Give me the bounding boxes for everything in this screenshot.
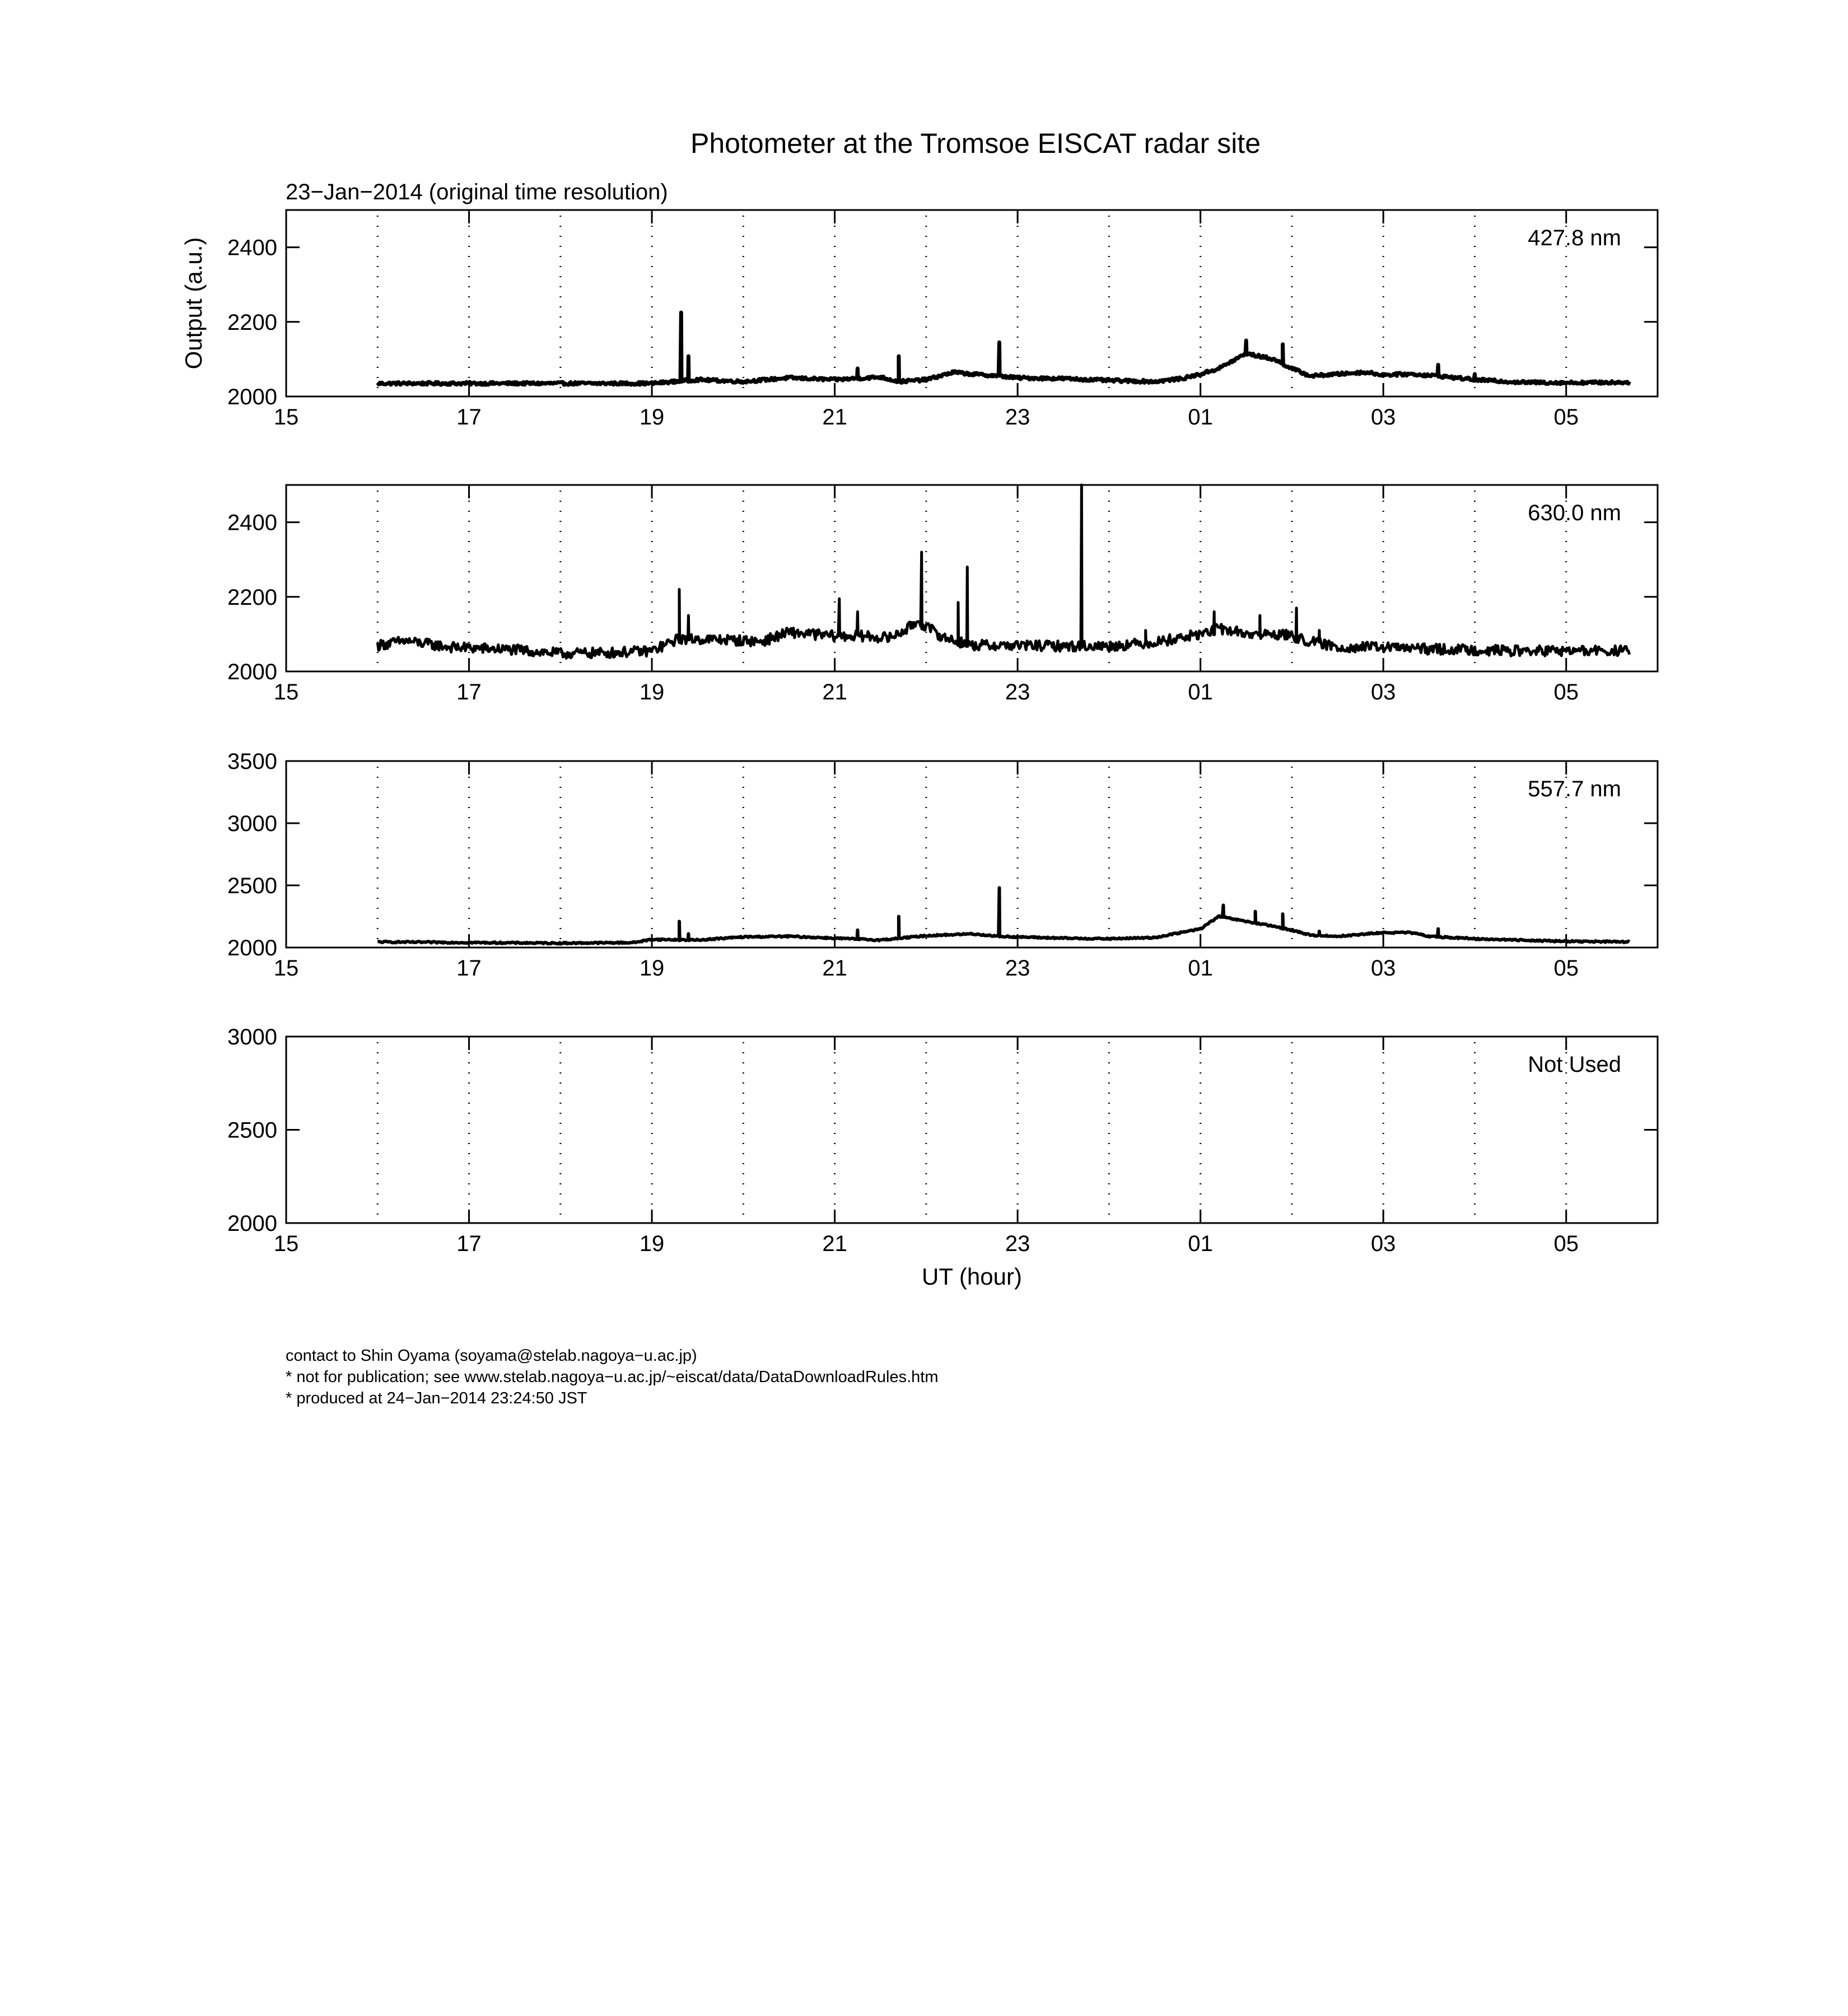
x-tick-label: 01	[1188, 680, 1213, 704]
x-tick-label: 23	[1005, 956, 1030, 981]
x-tick-label: 23	[1005, 680, 1030, 704]
x-tick-label: 15	[273, 405, 299, 430]
y-tick-label: 2000	[227, 385, 277, 409]
x-tick-label: 17	[456, 405, 482, 430]
footer-line-1: contact to Shin Oyama (soyama@stelab.nagoya−u.ac.jp)	[286, 1347, 697, 1365]
x-tick-label: 17	[456, 956, 482, 981]
x-tick-label: 19	[639, 1231, 665, 1256]
footer-line-2: * not for publication; see www.stelab.nagoya−u.ac.jp/~eiscat/data/DataDownloadRules.htm	[286, 1368, 939, 1386]
x-tick-label: 15	[273, 956, 299, 981]
legend-label: Not Used	[1528, 1052, 1621, 1077]
y-tick-label: 2400	[227, 235, 277, 260]
x-tick-label: 05	[1553, 405, 1579, 430]
x-tick-label: 19	[639, 956, 665, 981]
x-tick-label: 03	[1370, 956, 1396, 981]
x-tick-label: 05	[1553, 680, 1579, 704]
x-tick-label: 21	[822, 405, 847, 430]
y-tick-label: 3000	[227, 811, 277, 836]
x-tick-label: 01	[1188, 956, 1213, 981]
x-tick-label: 03	[1370, 1231, 1396, 1256]
legend-label: 557.7 nm	[1528, 777, 1621, 801]
x-tick-label: 23	[1005, 1231, 1030, 1256]
x-tick-label: 05	[1553, 956, 1579, 981]
y-tick-label: 2400	[227, 510, 277, 535]
figure-title: Photometer at the Tromsoe EISCAT radar site	[690, 128, 1261, 159]
panel-p3	[227, 749, 1658, 981]
y-tick-label: 2000	[227, 660, 277, 684]
y-tick-label: 2000	[227, 1211, 277, 1236]
x-tick-label: 17	[456, 680, 482, 704]
x-tick-label: 21	[822, 956, 847, 981]
y-tick-label: 2200	[227, 310, 277, 335]
x-tick-label: 19	[639, 405, 665, 430]
axes-frame	[286, 1037, 1658, 1223]
panels	[180, 210, 1658, 1290]
y-tick-label: 2500	[227, 874, 277, 898]
x-tick-label: 21	[822, 1231, 847, 1256]
y-tick-label: 3000	[227, 1025, 277, 1049]
panel-p1	[180, 210, 1658, 430]
axes-frame	[286, 210, 1658, 396]
y-tick-label: 2000	[227, 936, 277, 960]
x-tick-label: 23	[1005, 405, 1030, 430]
panel-p4	[227, 1025, 1658, 1290]
x-tick-label: 05	[1553, 1231, 1579, 1256]
x-tick-label: 03	[1370, 405, 1396, 430]
x-tick-label: 21	[822, 680, 847, 704]
y-tick-label: 2200	[227, 585, 277, 610]
legend-label: 630.0 nm	[1528, 501, 1621, 525]
x-tick-label: 15	[273, 1231, 299, 1256]
panel-p2	[227, 485, 1658, 704]
x-tick-label: 01	[1188, 405, 1213, 430]
x-tick-label: 19	[639, 680, 665, 704]
x-tick-label: 01	[1188, 1231, 1213, 1256]
x-tick-label: 15	[273, 680, 299, 704]
y-axis-label: Output (a.u.)	[180, 237, 207, 370]
x-tick-label: 03	[1370, 680, 1396, 704]
series-line	[377, 888, 1629, 944]
x-axis-label: UT (hour)	[922, 1263, 1022, 1290]
series-line	[377, 312, 1629, 385]
footer-line-3: * produced at 24−Jan−2014 23:24:50 JST	[286, 1389, 587, 1407]
x-tick-label: 17	[456, 1231, 482, 1256]
y-tick-label: 2500	[227, 1118, 277, 1143]
series-line	[377, 485, 1629, 659]
legend-label: 427.8 nm	[1528, 226, 1621, 250]
y-tick-label: 3500	[227, 749, 277, 774]
figure-subtitle: 23−Jan−2014 (original time resolution)	[286, 180, 668, 204]
axes-frame	[286, 761, 1658, 948]
